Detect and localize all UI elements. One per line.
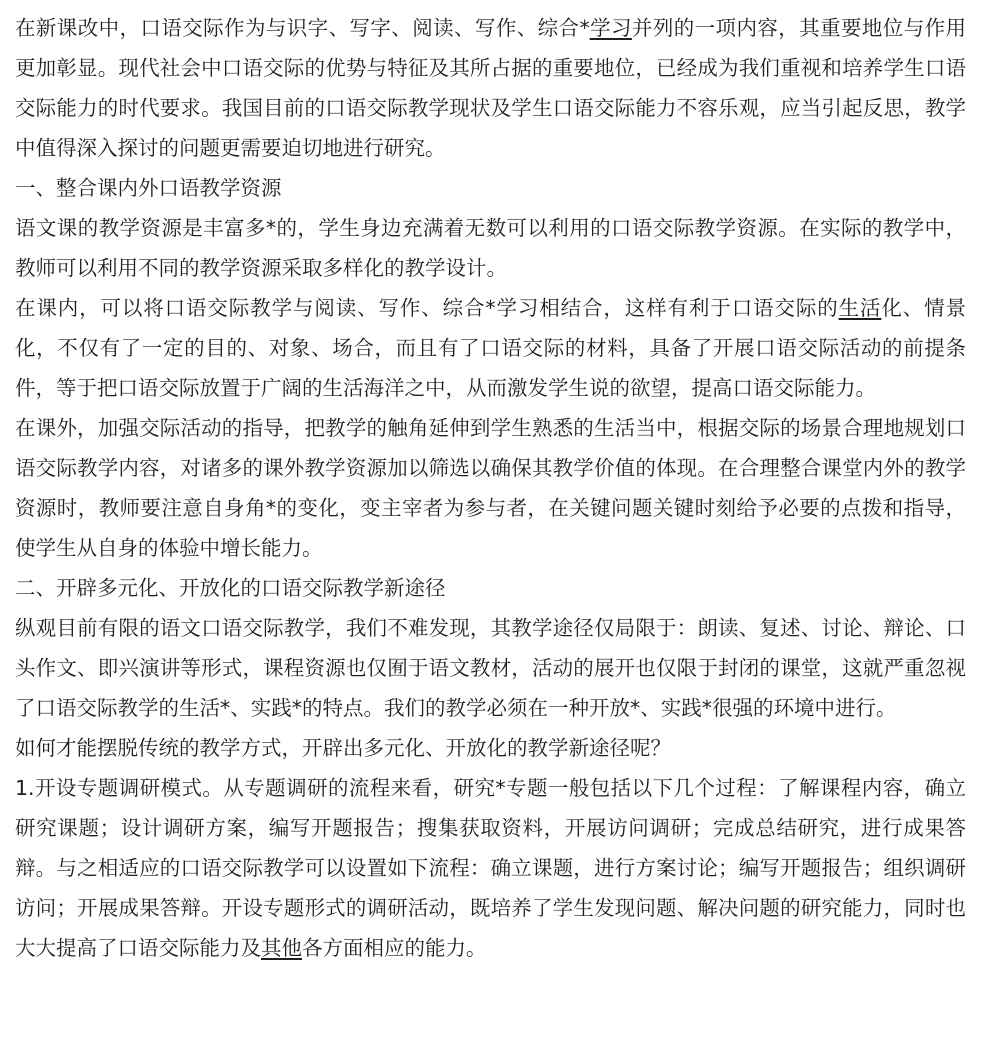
paragraph-resources: 语文课的教学资源是丰富多*的，学生身边充满着无数可以利用的口语交际教学资源。在实际的教学中，教师可以利用不同的教学资源采取多样化的教学设计。 (15, 216, 966, 280)
paragraph-current-teaching: 纵观目前有限的语文口语交际教学，我们不难发现，其教学途径仅局限于：朗读、复述、讨论、辩论、口头作文、即兴演讲等形式，课程资源也仅囿于语文教材，活动的展开也仅限于封闭的课堂，这就严重忽视了口语交际教学的生活*、实践*的特点。我们的教学必须在一种开放*、实践*很强的环境中进行。 (15, 616, 966, 720)
keyword-link-study[interactable]: 学习 (589, 16, 632, 40)
paragraph-text: 1.开设专题调研模式。从专题调研的流程来看，研究*专题一般包括以下几个过程：了解课程内容，确立研究课题；设计调研方案，编写开题报告；搜集获取资料，开展访问调研；完成总结研究，进行成果答辩。与之相适应的口语交际教学可以设置如下流程：确立课题，进行方案讨论；编写开题报告；组织调研访问；开展成果答辩。开设专题形式的调研活动，既培养了学生发现问题、解决问题的研究能力，同时也大大提高了口语交际能力及 (15, 776, 966, 960)
paragraph-text: 在新课改中，口语交际作为与识字、写字、阅读、写作、综合* (15, 16, 590, 40)
paragraph-in-class (15, 288, 966, 408)
paragraph-after-class: 在课外，加强交际活动的指导，把教学的触角延伸到学生熟悉的生活当中，根据交际的场景合理地规划口语交际教学内容，对诸多的课外教学资源加以筛选以确保其教学价值的体现。在合理整合课堂内外的教学资源时，教师要注意自身角*的变化，变主宰者为参与者，在关键问题关键时刻给予必要的点拨和指导，使学生从自身的体验中增长能力。 (15, 416, 966, 560)
section-heading-2: 二、开辟多元化、开放化的口语交际教学新途径 (15, 576, 446, 600)
paragraph-question: 如何才能摆脱传统的教学方式，开辟出多元化、开放化的教学新途径呢？ (15, 736, 671, 760)
paragraph-text: 化、情景化，不仅有了一定的目的、对象、场合，而且有了口语交际的材料，具备了开展口语交际活动的前提条件，等于把口语交际放置于广阔的生活海洋之中，从而激发学生说的欲望，提高口语交际能力。 (15, 296, 967, 400)
section-heading-1: 一、整合课内外口语教学资源 (15, 176, 282, 200)
paragraph-text: 各方面相应的能力。 (302, 936, 487, 960)
paragraph-topic-research (15, 768, 966, 968)
paragraph-intro (15, 8, 966, 168)
keyword-link-other[interactable]: 其他 (261, 936, 302, 960)
paragraph-text: 在课内，可以将口语交际教学与阅读、写作、综合*学习相结合，这样有利于口语交际的 (15, 296, 839, 320)
keyword-link-life[interactable]: 生活 (838, 296, 882, 320)
paragraph-text: 并列的一项内容，其重要地位与作用更加彰显。现代社会中口语交际的优势与特征及其所占据的重要地位，已经成为我们重视和培养学生口语交际能力的时代要求。我国目前的口语交际教学现状及学生口语交际能力不容乐观，应当引起反思，教学中值得深入探讨的问题更需要迫切地进行研究。 (15, 16, 967, 160)
